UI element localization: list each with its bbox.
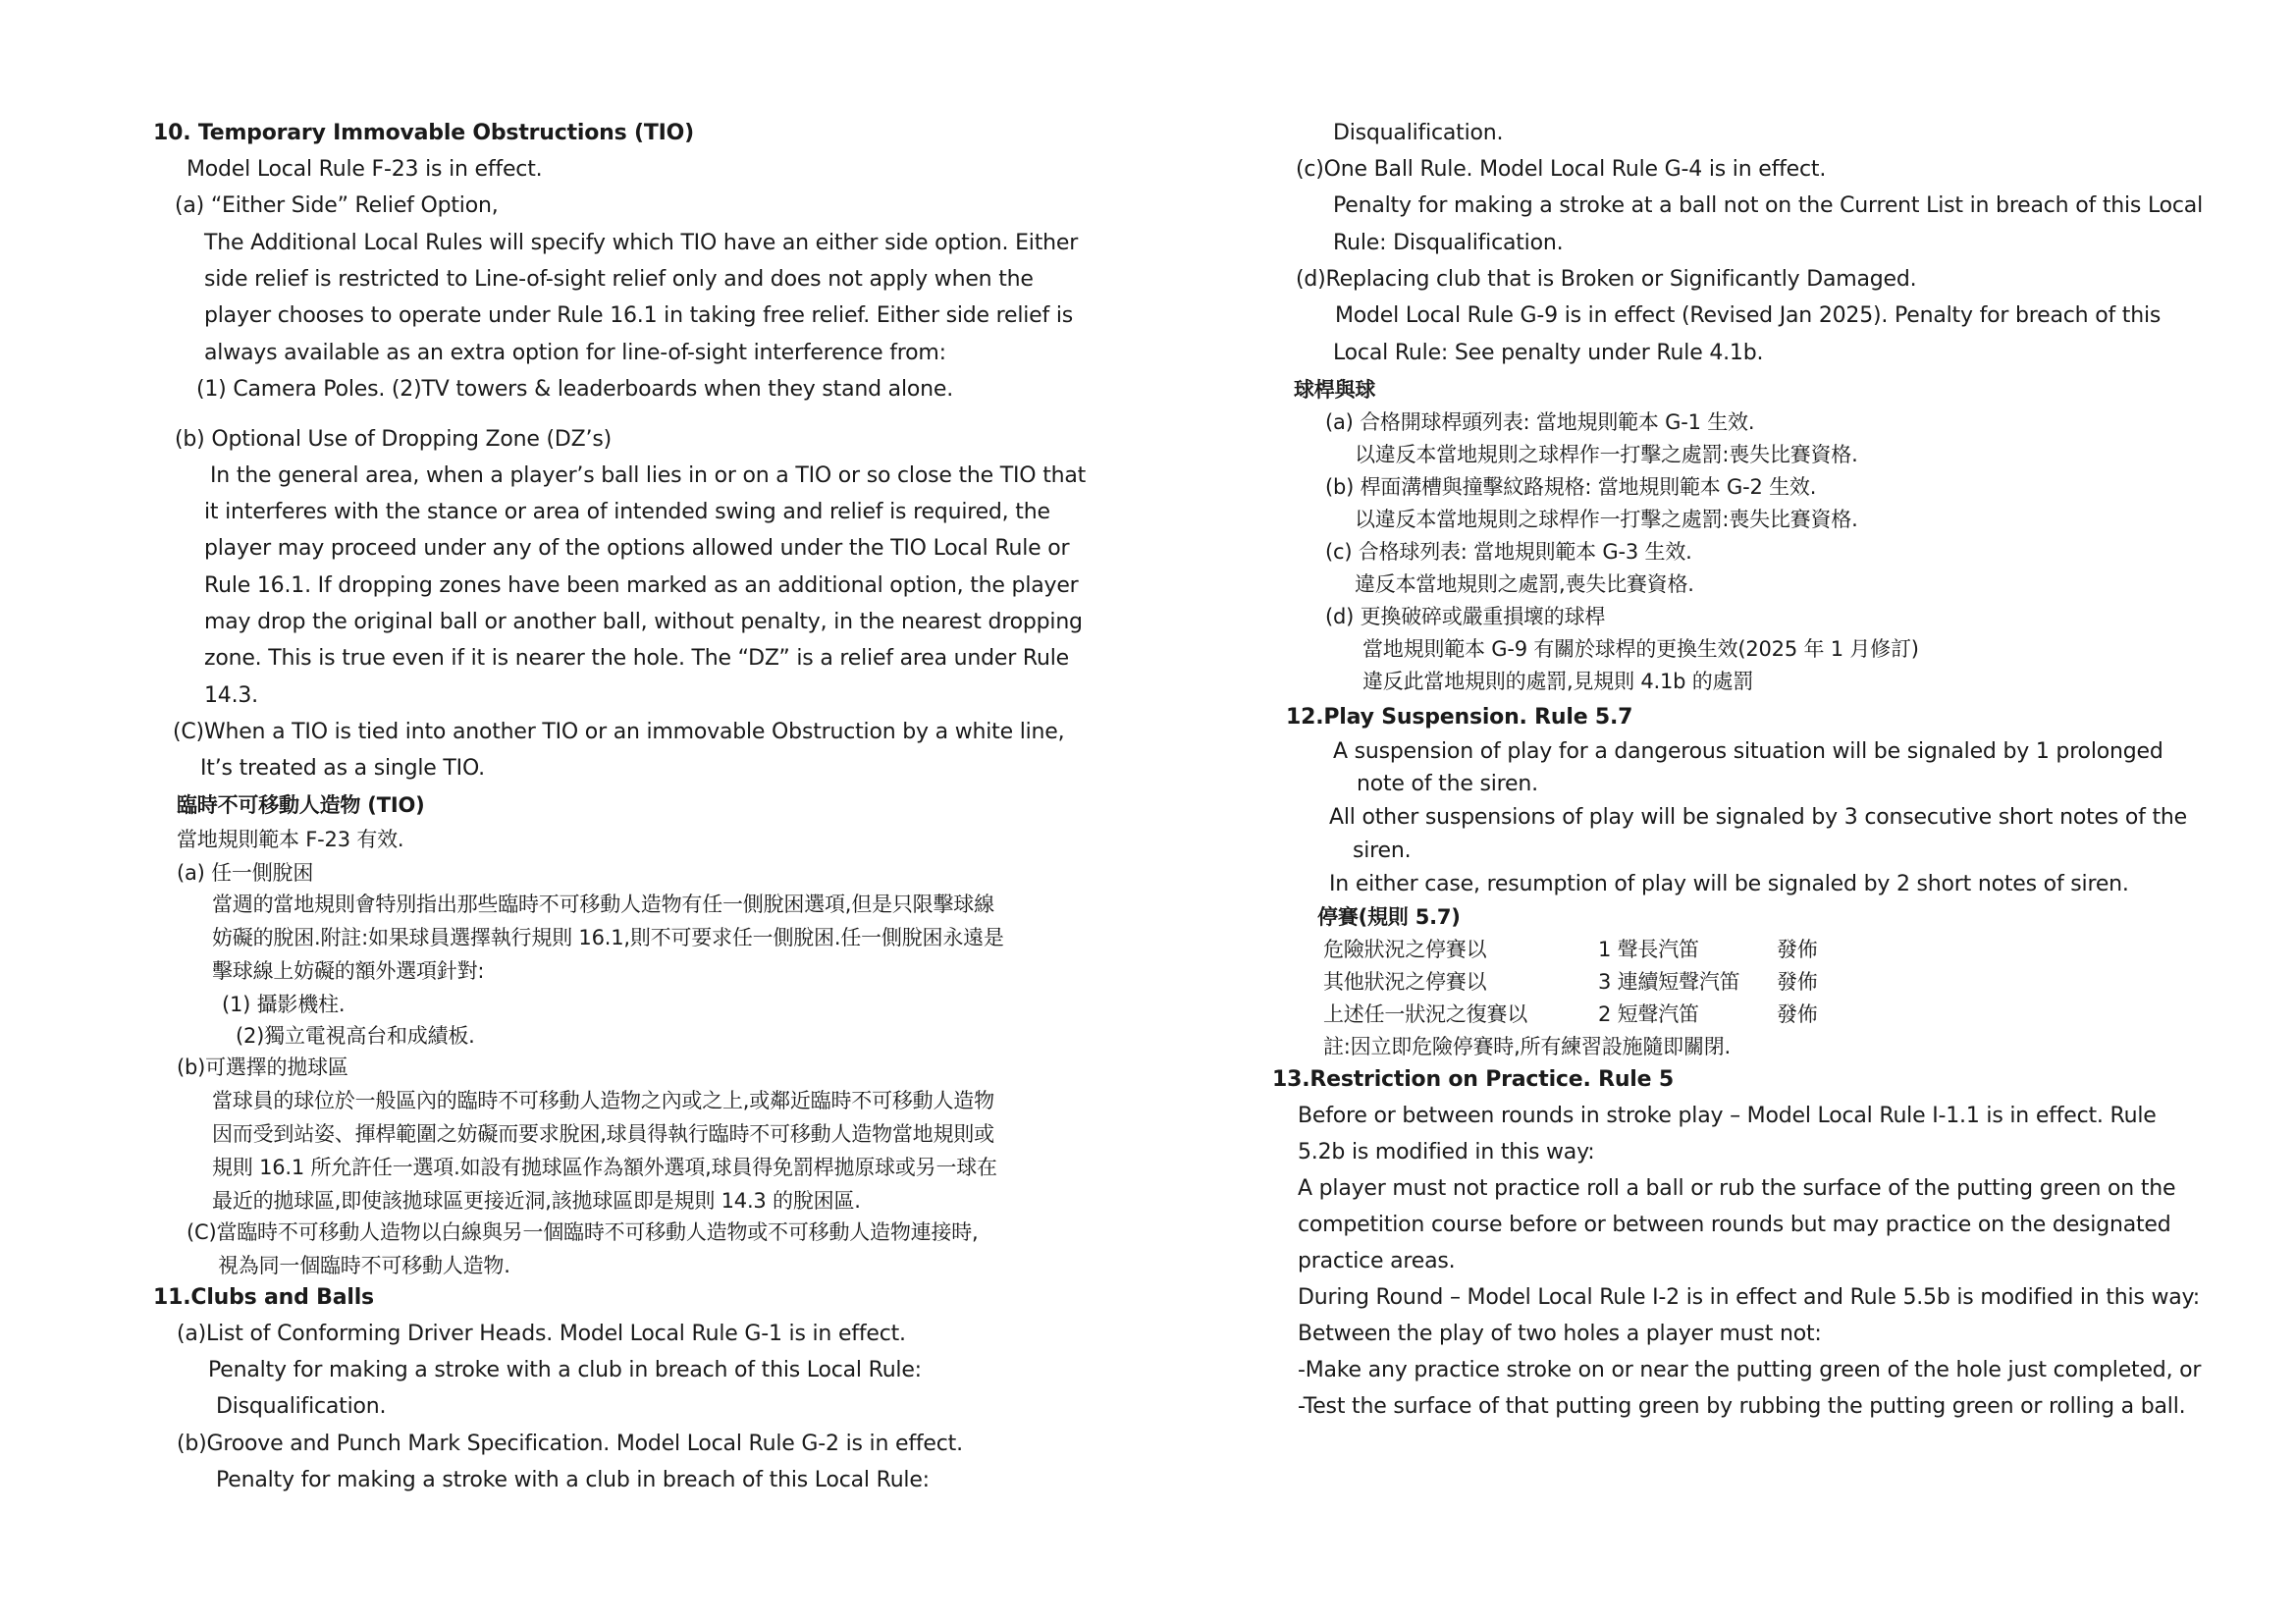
text-line: Disqualification. [216, 1394, 387, 1419]
text-line: (d)Replacing club that is Broken or Significantly Damaged. [1296, 267, 1917, 292]
text-line: (a)List of Conforming Driver Heads. Model Local Rule G-1 is in effect. [177, 1322, 906, 1346]
text-line: In the general area, when a player’s ball lies in or on a TIO or so close the TIO that [210, 463, 1087, 488]
text-line: 註:因立即危險停賽時,所有練習設施隨即關閉. [1323, 1035, 1732, 1058]
section-13-heading: 13.Restriction on Practice. Rule 5 [1272, 1067, 1674, 1092]
text-line: A suspension of play for a dangerous situation will be signaled by 1 prolonged [1333, 739, 2163, 764]
text-line: (b) 桿面溝槽與撞擊紋路規格: 當地規則範本 G-2 生效. [1325, 475, 1817, 499]
section-11-chinese-heading: 球桿與球 [1294, 378, 1376, 402]
text-line: Model Local Rule F-23 is in effect. [187, 157, 543, 182]
section-12-heading: 12.Play Suspension. Rule 5.7 [1286, 705, 1633, 730]
text-line: 以違反本當地規則之球桿作一打擊之處罰:喪失比賽資格. [1355, 443, 1858, 466]
text-line: 5.2b is modified in this way: [1298, 1140, 1595, 1164]
text-line: it interferes with the stance or area of intended swing and relief is required, the [204, 500, 1050, 524]
text-line: always available as an extra option for line-of-sight interference from: [204, 341, 946, 365]
text-line: Model Local Rule G-9 is in effect (Revised Jan 2025). Penalty for breach of this [1335, 303, 2162, 328]
text-line: 因而受到站姿、揮桿範圍之妨礙而要求脫困,球員得執行臨時不可移動人造物當地規則或 [212, 1122, 994, 1146]
text-line: 妨礙的脫困.附註:如果球員選擇執行規則 16.1,則不可要求任一側脫困.任一側脫困永遠是 [212, 926, 1004, 949]
text-line: 當週的當地規則會特別指出那些臨時不可移動人造物有任一側脫困選項,但是只限擊球線 [212, 893, 994, 916]
text-line: 以違反本當地規則之球桿作一打擊之處罰:喪失比賽資格. [1355, 508, 1858, 531]
text-line: (2)獨立電視高台和成績板. [236, 1024, 475, 1048]
text-line: Penalty for making a stroke with a club in breach of this Local Rule: [208, 1358, 922, 1382]
siren-table-issue: 發佈 [1777, 1002, 1818, 1026]
siren-table-issue: 發佈 [1777, 970, 1818, 994]
text-line: 規則 16.1 所允許任一選項.如設有拋球區作為額外選項,球員得免罰桿拋原球或另一球在 [212, 1156, 997, 1179]
text-line: (C)當臨時不可移動人造物以白線與另一個臨時不可移動人造物或不可移動人造物連接時, [187, 1220, 979, 1244]
text-line: In either case, resumption of play will be signaled by 2 short notes of siren. [1329, 872, 2129, 896]
text-line: Penalty for making a stroke at a ball not on the Current List in breach of this Local [1333, 193, 2203, 218]
text-line: player chooses to operate under Rule 16.1 in taking free relief. Either side relief is [204, 303, 1074, 328]
siren-table-situation: 其他狀況之停賽以 [1323, 970, 1487, 994]
text-line: Disqualification. [1333, 121, 1504, 145]
text-line: 最近的拋球區,即使該拋球區更接近洞,該拋球區即是規則 14.3 的脫困區. [212, 1189, 861, 1213]
text-line: note of the siren. [1357, 772, 1538, 796]
text-line: siren. [1353, 839, 1412, 863]
text-line: (c)One Ball Rule. Model Local Rule G-4 is in effect. [1296, 157, 1827, 182]
text-line: 違反本當地規則之處罰,喪失比賽資格. [1355, 572, 1694, 596]
text-line: 視為同一個臨時不可移動人造物. [218, 1254, 510, 1277]
text-line: 當球員的球位於一般區內的臨時不可移動人造物之內或之上,或鄰近臨時不可移動人造物 [212, 1089, 994, 1112]
text-line: Penalty for making a stroke with a club in breach of this Local Rule: [216, 1468, 930, 1492]
text-line: (b) Optional Use of Dropping Zone (DZ’s) [175, 427, 612, 452]
text-line: (c) 合格球列表: 當地規則範本 G-3 生效. [1325, 540, 1692, 564]
text-line: (a) “Either Side” Relief Option, [175, 193, 499, 218]
section-12-chinese-heading: 停賽(規則 5.7) [1317, 905, 1461, 929]
text-line: (d) 更換破碎或嚴重損壞的球桿 [1325, 605, 1606, 628]
text-line: (1) 攝影機柱. [222, 993, 346, 1016]
text-line: Local Rule: See penalty under Rule 4.1b. [1333, 341, 1764, 365]
text-line: Rule: Disqualification. [1333, 231, 1564, 255]
text-line: Rule 16.1. If dropping zones have been marked as an additional option, the player [204, 573, 1079, 598]
text-line: zone. This is true even if it is nearer the hole. The “DZ” is a relief area under Rule [204, 646, 1069, 671]
text-line: It’s treated as a single TIO. [200, 756, 485, 781]
siren-table-signal: 1 聲長汽笛 [1598, 938, 1699, 961]
text-line: -Test the surface of that putting green by rubbing the putting green or rolling a ball. [1298, 1394, 2186, 1419]
siren-table-situation: 上述任一狀況之復賽以 [1323, 1002, 1527, 1026]
text-line: -Make any practice stroke on or near the putting green of the hole just completed, or [1298, 1358, 2202, 1382]
text-line: 14.3. [204, 683, 258, 708]
text-line: practice areas. [1298, 1249, 1456, 1273]
text-line: A player must not practice roll a ball or rub the surface of the putting green on the [1298, 1176, 2176, 1201]
text-line: may drop the original ball or another ball, without penalty, in the nearest dropping [204, 610, 1083, 634]
section-10-heading: 10. Temporary Immovable Obstructions (TIO) [153, 121, 694, 145]
text-line: During Round – Model Local Rule I-2 is in effect and Rule 5.5b is modified in this way: [1298, 1285, 2200, 1310]
section-10-chinese-heading: 臨時不可移動人造物 (TIO) [177, 793, 425, 817]
text-line: 當地規則範本 F-23 有效. [177, 828, 404, 851]
text-line: side relief is restricted to Line-of-sight relief only and does not apply when the [204, 267, 1034, 292]
text-line: 違反此當地規則的處罰,見規則 4.1b 的處罰 [1362, 670, 1754, 693]
text-line: All other suspensions of play will be signaled by 3 consecutive short notes of the [1329, 805, 2188, 830]
text-line: (b)Groove and Punch Mark Specification. Model Local Rule G-2 is in effect. [177, 1432, 963, 1456]
text-line: (1) Camera Poles. (2)TV towers & leaderboards when they stand alone. [196, 377, 954, 402]
text-line: Between the play of two holes a player must not: [1298, 1322, 1822, 1346]
text-line: (b)可選擇的拋球區 [177, 1056, 348, 1079]
text-line: player may proceed under any of the options allowed under the TIO Local Rule or [204, 536, 1070, 561]
siren-table-signal: 2 短聲汽笛 [1598, 1002, 1699, 1026]
text-line: Before or between rounds in stroke play – Model Local Rule I-1.1 is in effect. Rule [1298, 1104, 2157, 1128]
text-line: competition course before or between rounds but may practice on the designated [1298, 1213, 2171, 1237]
siren-table-situation: 危險狀況之停賽以 [1323, 938, 1487, 961]
text-line: 擊球線上妨礙的額外選項針對: [212, 959, 485, 983]
section-11-heading: 11.Clubs and Balls [153, 1285, 374, 1310]
text-line: The Additional Local Rules will specify which TIO have an either side option. Either [204, 231, 1079, 255]
siren-table-signal: 3 連續短聲汽笛 [1598, 970, 1740, 994]
text-line: (a) 任一側脫困 [177, 861, 314, 885]
text-line: (C)When a TIO is tied into another TIO or an immovable Obstruction by a white line, [173, 720, 1065, 744]
text-line: 當地規則範本 G-9 有關於球桿的更換生效(2025 年 1 月修訂) [1362, 637, 1919, 661]
text-line: (a) 合格開球桿頭列表: 當地規則範本 G-1 生效. [1325, 410, 1755, 434]
siren-table-issue: 發佈 [1777, 938, 1818, 961]
